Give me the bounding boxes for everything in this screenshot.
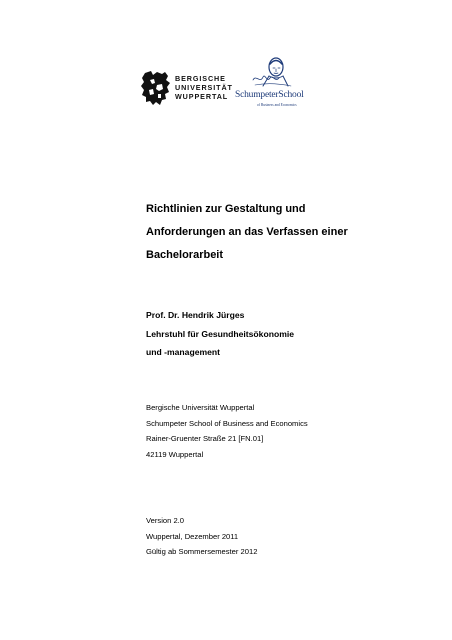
title-line-3: Bachelorarbeit: [146, 249, 224, 261]
university-line-2: UNIVERSITÄT: [175, 83, 233, 92]
title-line-1: Richtlinien zur Gestaltung und: [146, 203, 306, 215]
university-line-3: WUPPERTAL: [175, 92, 229, 101]
chair-line-2: und -management: [146, 347, 221, 357]
author-block: [146, 306, 294, 362]
version-validity: Gültig ab Sommersemester 2012: [146, 547, 258, 556]
address-block: [146, 400, 308, 462]
university-line-1: BERGISCHE: [175, 74, 226, 83]
school-name-part1: Schumpeter: [235, 90, 279, 100]
logo-header: [140, 56, 310, 118]
address-city: 42119 Wuppertal: [146, 449, 204, 459]
lion-crest-icon: [140, 70, 172, 106]
chair-line-1: Lehrstuhl für Gesundheitsökonomie: [146, 328, 295, 339]
school-logo: [235, 56, 313, 118]
address-street: Rainer-Gruenter Straße 21 [FN.01]: [146, 434, 264, 443]
schumpeter-portrait-icon: [251, 56, 295, 92]
author-name: Prof. Dr. Hendrik Jürges: [146, 310, 245, 320]
school-name-part2: School: [278, 90, 304, 100]
school-wordmark: [235, 90, 304, 100]
school-subtitle: of Business and Economics: [257, 103, 297, 107]
address-school: Schumpeter School of Business and Economics: [146, 418, 308, 428]
address-university: Bergische Universität Wuppertal: [146, 403, 255, 412]
university-wordmark: [175, 74, 233, 101]
university-logo: [140, 70, 232, 106]
version-place-date: Wuppertal, Dezember 2011: [146, 531, 239, 541]
version-block: [146, 513, 257, 560]
version-number: Version 2.0: [146, 516, 184, 525]
title-line-2: Anforderungen an das Verfassen einer: [146, 226, 348, 238]
document-title: [146, 198, 386, 267]
